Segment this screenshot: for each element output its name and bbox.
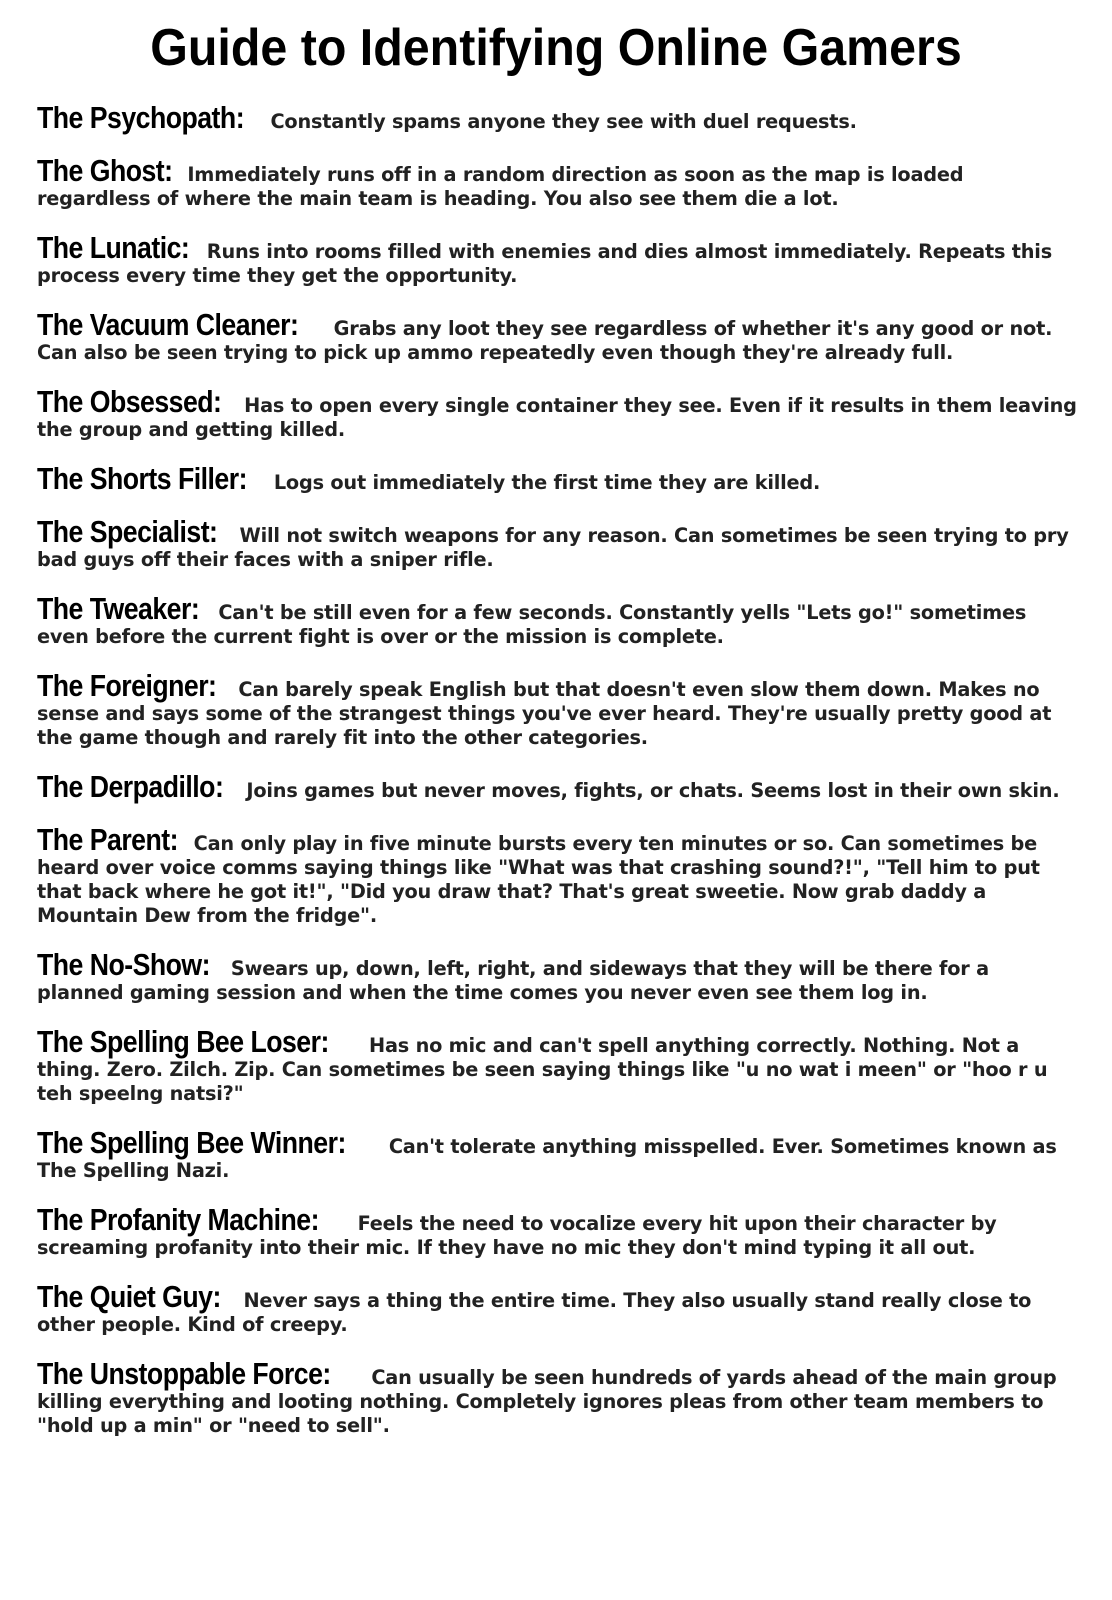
entry-spelling-bee-winner [37, 1125, 1079, 1183]
entry-name: The Psychopath: [37, 100, 245, 135]
entry-obsessed [37, 384, 1079, 442]
page-title: Guide to Identifying Online Gamers [150, 19, 962, 77]
entry-name: The Ghost: [37, 153, 173, 188]
entry-description: Can usually be seen hundreds of yards ahead of the main group killing everything and looting nothing. Completely ignores pleas from other team members to "hold up a min" or "need to sell". [37, 1366, 1057, 1437]
entry-description: Can only play in five minute bursts every ten minutes or so. Can sometimes be heard over voice comms saying things like "What was that crashing sound?!", "Tell him to put that back where he got it!", "Did you draw that? That's great sweetie. Now grab daddy a Mountain Dew from the fridge". [37, 832, 1040, 927]
entry-profanity-machine [37, 1202, 1079, 1260]
entry-name: The Derpadillo: [37, 769, 224, 804]
entry-name: The Tweaker: [37, 591, 200, 626]
entry-name: The Specialist: [37, 514, 218, 549]
entry-unstoppable-force [37, 1356, 1079, 1438]
entry-name: The Spelling Bee Loser: [37, 1024, 329, 1059]
entry-name: The Foreigner: [37, 668, 217, 703]
entry-description: Will not switch weapons for any reason. Can sometimes be seen trying to pry bad guys off their faces with a sniper rifle. [37, 524, 1069, 571]
entry-description: Constantly spams anyone they see with duel requests. [270, 110, 857, 133]
entry-name: The Profanity Machine: [37, 1202, 319, 1237]
entry-specialist [37, 514, 1079, 572]
entry-quiet-guy [37, 1279, 1079, 1337]
entry-description: Runs into rooms filled with enemies and dies almost immediately. Repeats this process every time they get the opportunity. [37, 240, 1052, 287]
entry-vacuum-cleaner [37, 307, 1079, 365]
entry-description: Feels the need to vocalize every hit upon their character by screaming profanity into their mic. If they have no mic they don't mind typing it all out. [37, 1212, 997, 1259]
entry-description: Immediately runs off in a random direction as soon as the map is loaded regardless of where the main team is heading. You also see them die a lot. [37, 163, 964, 210]
entry-description: Can't tolerate anything misspelled. Ever. Sometimes known as The Spelling Nazi. [37, 1135, 1057, 1182]
entry-description: Has to open every single container they see. Even if it results in them leaving the group and getting killed. [37, 394, 1077, 441]
entry-shorts-filler [37, 461, 1079, 496]
entry-name: The No-Show: [37, 947, 211, 982]
entry-description: Can't be still even for a few seconds. Constantly yells "Lets go!" sometimes even before the current fight is over or the mission is complete. [37, 601, 1027, 648]
entry-lunatic [37, 230, 1079, 288]
entry-spelling-bee-loser [37, 1024, 1079, 1106]
gamer-type-list [37, 100, 1079, 1463]
entry-description: Grabs any loot they see regardless of whether it's any good or not. Can also be seen trying to pick up ammo repeatedly even though they're already full. [37, 317, 1053, 364]
entry-name: The Vacuum Cleaner: [37, 307, 299, 342]
entry-description: Never says a thing the entire time. They also usually stand really close to other people. Kind of creepy. [37, 1289, 1032, 1336]
entry-parent [37, 822, 1079, 928]
entry-name: The Spelling Bee Winner: [37, 1125, 346, 1160]
entry-tweaker [37, 591, 1079, 649]
entry-name: The Lunatic: [37, 230, 190, 265]
entry-name: The Unstoppable Force: [37, 1356, 331, 1391]
entry-name: The Shorts Filler: [37, 461, 247, 496]
entry-description: Has no mic and can't spell anything correctly. Nothing. Not a thing. Zero. Zilch. Zip. Can sometimes be seen saying things like "u no wat i meen" or "hoo r u teh speelng natsi?" [37, 1034, 1048, 1105]
entry-derpadillo [37, 769, 1079, 804]
entry-description: Joins games but never moves, fights, or chats. Seems lost in their own skin. [246, 779, 1060, 802]
entry-name: The Quiet Guy: [37, 1279, 221, 1314]
entry-description: Can barely speak English but that doesn't even slow them down. Makes no sense and says some of the strangest things you've ever heard. They're usually pretty good at the game though and rarely fit into the other categories. [37, 678, 1052, 749]
entry-description: Swears up, down, left, right, and sideways that they will be there for a planned gaming session and when the time comes you never even see them log in. [37, 957, 989, 1004]
entry-psychopath [37, 100, 1079, 135]
entry-name: The Obsessed: [37, 384, 222, 419]
entry-name: The Parent: [37, 822, 178, 857]
entry-foreigner [37, 668, 1079, 750]
entry-no-show [37, 947, 1079, 1005]
entry-description: Logs out immediately the first time they are killed. [273, 471, 821, 494]
entry-ghost [37, 153, 1079, 211]
